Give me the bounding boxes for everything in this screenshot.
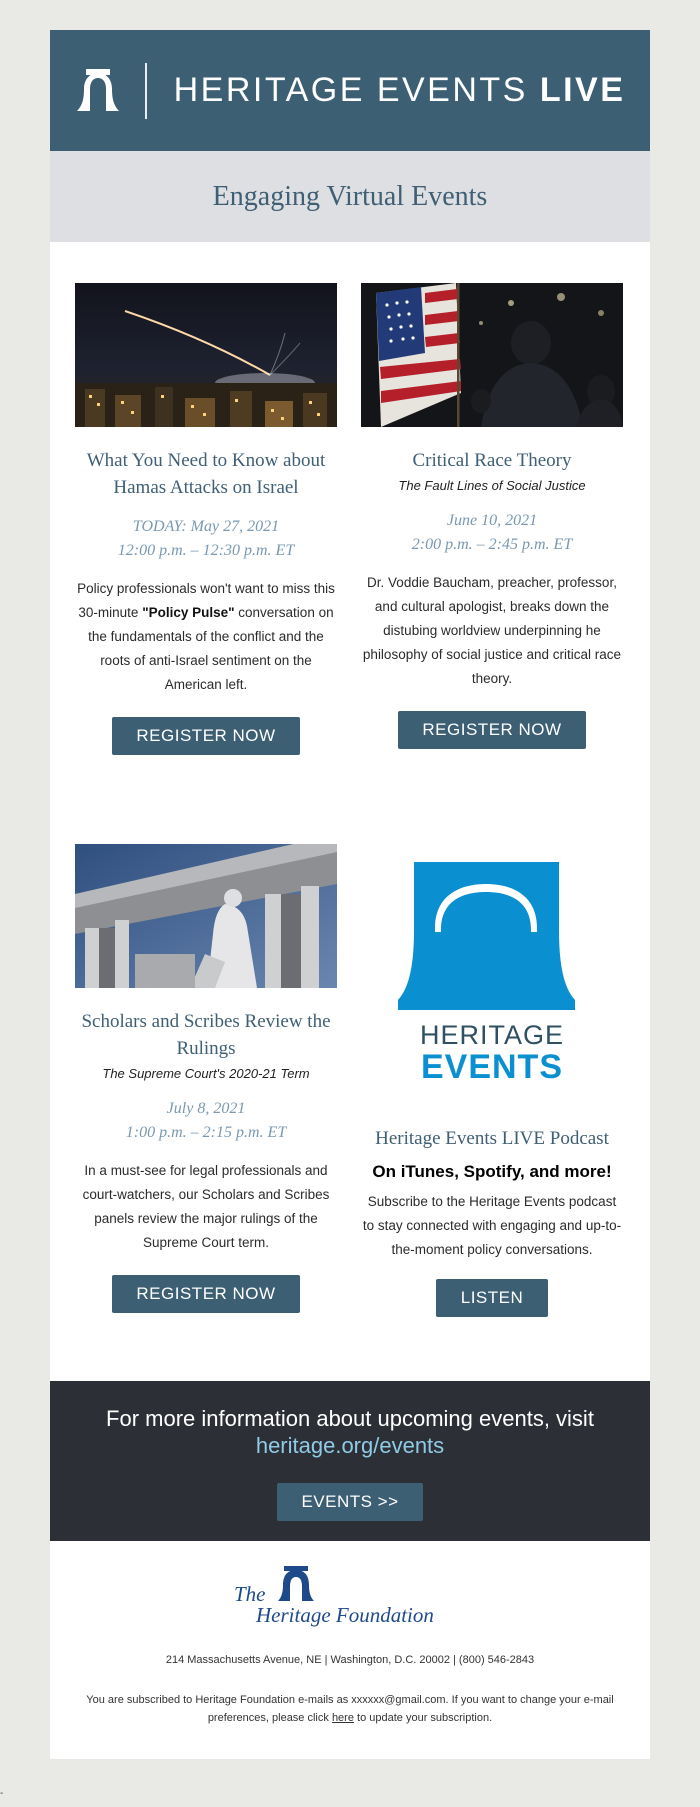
podcast-tagline: On iTunes, Spotify, and more! bbox=[372, 1162, 612, 1181]
event-title[interactable]: What You Need to Know about Hamas Attacks on Israel bbox=[86, 450, 326, 498]
corner-mark: - bbox=[0, 1788, 4, 1799]
event-subtitle: The Supreme Court's 2020-21 Term bbox=[102, 1066, 310, 1081]
subscription-notice bbox=[70, 1691, 630, 1727]
event-title[interactable]: Scholars and Scribes Review the Rulings bbox=[81, 1011, 331, 1059]
logo-the-text: The bbox=[234, 1582, 266, 1606]
event-description: Dr. Voddie Baucham, preacher, professor, and cultural apologist, breaks down the distubing worldview underpinning he philosophy of social justice and critical race theory. bbox=[362, 575, 622, 686]
event-title[interactable]: Critical Race Theory bbox=[412, 450, 572, 471]
event-description bbox=[75, 577, 337, 697]
event-card-crt bbox=[361, 283, 623, 749]
event-card-scotus bbox=[75, 844, 337, 1313]
event-desc-pre: Policy professionals won't want to miss this 30-minute bbox=[77, 581, 335, 620]
brand-live-text: LIVE bbox=[539, 71, 626, 109]
preferences-link[interactable]: here bbox=[331, 1712, 354, 1724]
event-time: 1:00 p.m. – 2:15 p.m. ET bbox=[125, 1124, 287, 1141]
event-time: 2:00 p.m. – 2:45 p.m. ET bbox=[411, 536, 573, 553]
event-date bbox=[361, 509, 623, 557]
events-info-text: For more information about upcoming events, visit bbox=[106, 1406, 594, 1431]
listen-button[interactable]: LISTEN bbox=[436, 1279, 548, 1317]
event-desc-post: conversation on the fundamentals of the conflict and the roots of anti-Israel sentiment on the American left. bbox=[88, 605, 334, 692]
event-date bbox=[75, 515, 337, 563]
event-date-day: June 10, 2021 bbox=[446, 512, 538, 529]
event-date bbox=[75, 1097, 337, 1145]
section-title: Engaging Virtual Events bbox=[50, 151, 650, 242]
podcast-description: Subscribe to the Heritage Events podcast to stay connected with engaging and up-to-the-moment policy conversations. bbox=[362, 1194, 622, 1257]
rocket-night-photo[interactable] bbox=[75, 283, 337, 427]
heritage-events-logo[interactable] bbox=[361, 862, 623, 1098]
brand-text: HERITAGE EVENTS bbox=[173, 71, 540, 109]
header-divider bbox=[145, 63, 147, 119]
event-description: In a must-see for legal professionals and court-watchers, our Scholars and Scribes panels review the major rulings of the Supreme Court term. bbox=[82, 1163, 330, 1250]
postal-address: 214 Massachusetts Avenue, NE | Washington, D.C. 20002 | (800) 546-2843 bbox=[165, 1654, 535, 1666]
header-banner bbox=[50, 30, 650, 151]
register-now-button[interactable]: REGISTER NOW bbox=[112, 717, 300, 755]
email-container bbox=[50, 30, 650, 1759]
podcast-card bbox=[361, 862, 623, 1317]
events-button[interactable]: EVENTS >> bbox=[277, 1483, 423, 1521]
logo-heritage-text: HERITAGE bbox=[419, 1020, 565, 1050]
logo-events-text: EVENTS bbox=[420, 1048, 564, 1086]
events-grid bbox=[50, 242, 650, 1381]
heritage-foundation-logo[interactable] bbox=[234, 1565, 474, 1631]
podcast-title[interactable]: Heritage Events LIVE Podcast bbox=[375, 1128, 609, 1149]
event-date-day: July 8, 2021 bbox=[166, 1100, 246, 1117]
notice-post: to update your subscription. bbox=[353, 1712, 493, 1724]
register-now-button[interactable]: REGISTER NOW bbox=[112, 1275, 300, 1313]
register-now-button[interactable]: REGISTER NOW bbox=[398, 711, 586, 749]
events-info-band bbox=[50, 1381, 650, 1541]
event-date-day: TODAY: May 27, 2021 bbox=[132, 518, 280, 535]
event-card-hamas bbox=[75, 283, 337, 755]
events-link[interactable]: heritage.org/events bbox=[255, 1433, 445, 1458]
logo-foundation-text: Heritage Foundation bbox=[256, 1603, 434, 1627]
event-time: 12:00 p.m. – 12:30 p.m. ET bbox=[117, 542, 295, 559]
liberty-bell-icon bbox=[75, 67, 121, 115]
supreme-court-photo[interactable] bbox=[75, 844, 337, 988]
liberty-bell-icon bbox=[278, 1566, 314, 1601]
header-brand bbox=[174, 71, 626, 110]
notice-pre: You are subscribed to Heritage Foundation e-mails as xxxxxx@gmail.com. If you want to change your e-mail preferences, please click bbox=[86, 1694, 614, 1724]
event-subtitle: The Fault Lines of Social Justice bbox=[398, 478, 586, 493]
flag-crowd-photo[interactable] bbox=[361, 283, 623, 427]
legal-footer bbox=[50, 1541, 650, 1759]
event-desc-bold: "Policy Pulse" bbox=[142, 605, 235, 620]
